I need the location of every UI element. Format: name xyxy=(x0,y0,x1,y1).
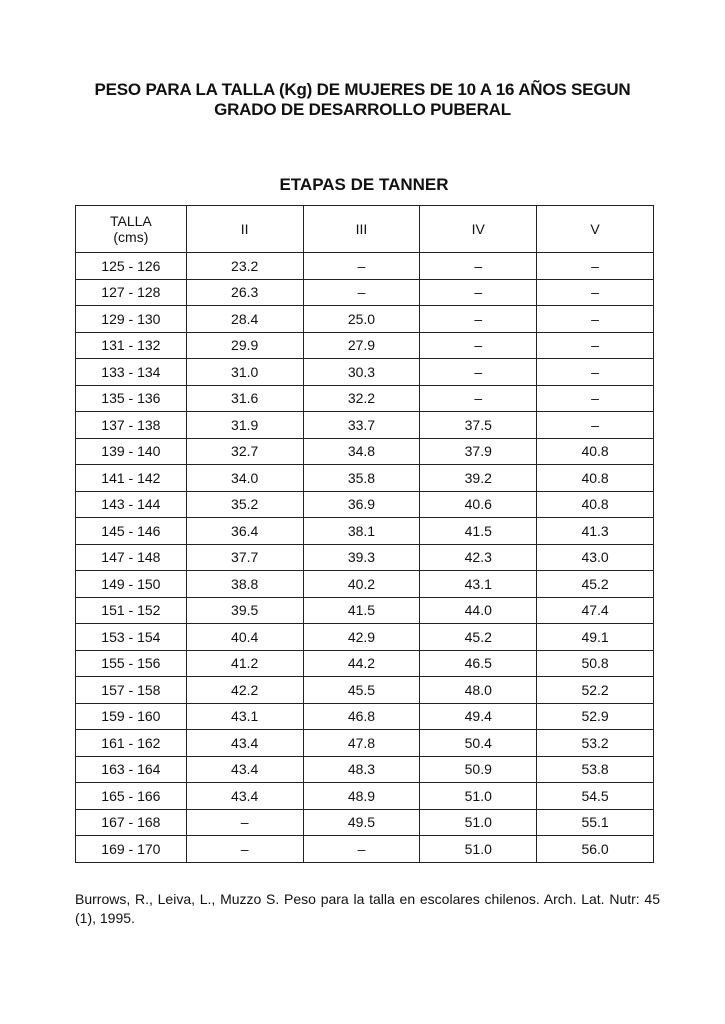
stage-ii-cell: 31.6 xyxy=(186,385,303,412)
stage-v-cell: 43.0 xyxy=(537,544,654,571)
stage-v-cell: 52.9 xyxy=(537,703,654,730)
height-range-cell: 163 - 164 xyxy=(76,756,187,783)
stage-iv-cell: 37.9 xyxy=(420,438,537,465)
stage-iv-cell: 40.6 xyxy=(420,491,537,518)
stage-iv-cell: 48.0 xyxy=(420,677,537,704)
table-row xyxy=(76,730,654,757)
table-row xyxy=(76,306,654,333)
stage-ii-cell: 43.1 xyxy=(186,703,303,730)
table-header-row xyxy=(76,206,654,253)
stage-iii-cell: 32.2 xyxy=(303,385,420,412)
stage-iii-cell: 48.9 xyxy=(303,783,420,810)
stage-iii-cell: 34.8 xyxy=(303,438,420,465)
stage-iv-cell: – xyxy=(420,306,537,333)
height-range-cell: 137 - 138 xyxy=(76,412,187,439)
stage-ii-cell: 43.4 xyxy=(186,730,303,757)
weight-for-height-table xyxy=(75,205,654,863)
stage-iv-cell: 44.0 xyxy=(420,597,537,624)
stage-iii-cell: 49.5 xyxy=(303,809,420,836)
stage-iv-cell: – xyxy=(420,332,537,359)
table-row xyxy=(76,544,654,571)
table-row xyxy=(76,597,654,624)
stage-iii-cell: 30.3 xyxy=(303,359,420,386)
table-row xyxy=(76,783,654,810)
stage-ii-cell: 37.7 xyxy=(186,544,303,571)
table-row xyxy=(76,836,654,863)
stage-iv-cell: 46.5 xyxy=(420,650,537,677)
stage-v-cell: 47.4 xyxy=(537,597,654,624)
stage-iii-cell: 27.9 xyxy=(303,332,420,359)
height-range-cell: 147 - 148 xyxy=(76,544,187,571)
stage-iv-cell: 51.0 xyxy=(420,783,537,810)
table-row xyxy=(76,571,654,598)
stage-iii-cell: 48.3 xyxy=(303,756,420,783)
table-row xyxy=(76,438,654,465)
stage-v-cell: 53.8 xyxy=(537,756,654,783)
stage-iv-cell: 50.4 xyxy=(420,730,537,757)
height-range-cell: 135 - 136 xyxy=(76,385,187,412)
table-row xyxy=(76,465,654,492)
height-range-cell: 125 - 126 xyxy=(76,253,187,280)
stage-iv-cell: – xyxy=(420,253,537,280)
stage-ii-cell: 36.4 xyxy=(186,518,303,545)
stage-iv-cell: 50.9 xyxy=(420,756,537,783)
stage-iv-cell: 51.0 xyxy=(420,836,537,863)
stage-iv-cell: 37.5 xyxy=(420,412,537,439)
stage-ii-cell: 29.9 xyxy=(186,332,303,359)
stage-v-cell: 56.0 xyxy=(537,836,654,863)
stage-v-cell: – xyxy=(537,306,654,333)
stage-v-cell: 54.5 xyxy=(537,783,654,810)
document-title xyxy=(40,80,685,120)
stage-v-cell: – xyxy=(537,332,654,359)
table-row xyxy=(76,359,654,386)
stage-iii-cell: 25.0 xyxy=(303,306,420,333)
stage-ii-cell: 39.5 xyxy=(186,597,303,624)
height-range-cell: 133 - 134 xyxy=(76,359,187,386)
stage-v-cell: 40.8 xyxy=(537,491,654,518)
stage-iv-cell: 43.1 xyxy=(420,571,537,598)
height-range-cell: 165 - 166 xyxy=(76,783,187,810)
table-row xyxy=(76,385,654,412)
table-row xyxy=(76,253,654,280)
stage-iii-cell: 40.2 xyxy=(303,571,420,598)
stage-iv-cell: – xyxy=(420,279,537,306)
stage-v-cell: 53.2 xyxy=(537,730,654,757)
source-citation: Burrows, R., Leiva, L., Muzzo S. Peso para la talla en escolares chilenos. Arch. Lat. Nutr: 45 (1), 1995. xyxy=(75,891,660,926)
stage-iii-cell: 44.2 xyxy=(303,650,420,677)
stage-iv-cell: 42.3 xyxy=(420,544,537,571)
stage-v-cell: 52.2 xyxy=(537,677,654,704)
header-talla-unit: (cms) xyxy=(113,229,149,245)
stage-v-cell: – xyxy=(537,385,654,412)
stage-v-cell: 45.2 xyxy=(537,571,654,598)
stage-iv-cell: – xyxy=(420,359,537,386)
title-line-2: GRADO DE DESARROLLO PUBERAL xyxy=(214,100,511,119)
stage-ii-cell: 26.3 xyxy=(186,279,303,306)
table-row xyxy=(76,756,654,783)
table-row xyxy=(76,279,654,306)
height-range-cell: 141 - 142 xyxy=(76,465,187,492)
stage-iii-cell: 35.8 xyxy=(303,465,420,492)
stage-v-cell: 41.3 xyxy=(537,518,654,545)
stage-ii-cell: 23.2 xyxy=(186,253,303,280)
stage-iii-cell: 46.8 xyxy=(303,703,420,730)
stage-v-cell: 50.8 xyxy=(537,650,654,677)
height-range-cell: 157 - 158 xyxy=(76,677,187,704)
header-stage-iii: III xyxy=(303,206,420,253)
stage-ii-cell: – xyxy=(186,836,303,863)
title-line-1: PESO PARA LA TALLA (Kg) DE MUJERES DE 10 A 16 AÑOS SEGUN xyxy=(94,80,631,99)
height-range-cell: 149 - 150 xyxy=(76,571,187,598)
stage-iii-cell: 39.3 xyxy=(303,544,420,571)
stage-ii-cell: 42.2 xyxy=(186,677,303,704)
stage-ii-cell: 32.7 xyxy=(186,438,303,465)
stage-v-cell: – xyxy=(537,412,654,439)
stage-v-cell: – xyxy=(537,279,654,306)
table-row xyxy=(76,412,654,439)
height-range-cell: 169 - 170 xyxy=(76,836,187,863)
table-row xyxy=(76,518,654,545)
height-range-cell: 131 - 132 xyxy=(76,332,187,359)
stage-iv-cell: 41.5 xyxy=(420,518,537,545)
stage-iii-cell: – xyxy=(303,253,420,280)
header-stage-ii: II xyxy=(186,206,303,253)
height-range-cell: 145 - 146 xyxy=(76,518,187,545)
stage-v-cell: 55.1 xyxy=(537,809,654,836)
stage-iii-cell: 41.5 xyxy=(303,597,420,624)
header-talla xyxy=(76,206,187,253)
stage-iv-cell: 49.4 xyxy=(420,703,537,730)
stage-ii-cell: 41.2 xyxy=(186,650,303,677)
stage-ii-cell: – xyxy=(186,809,303,836)
height-range-cell: 161 - 162 xyxy=(76,730,187,757)
height-range-cell: 155 - 156 xyxy=(76,650,187,677)
stage-iv-cell: – xyxy=(420,385,537,412)
stage-ii-cell: 35.2 xyxy=(186,491,303,518)
stage-iii-cell: 36.9 xyxy=(303,491,420,518)
stage-iii-cell: 38.1 xyxy=(303,518,420,545)
stage-v-cell: 40.8 xyxy=(537,465,654,492)
stage-ii-cell: 31.0 xyxy=(186,359,303,386)
stage-v-cell: 49.1 xyxy=(537,624,654,651)
header-stage-v: V xyxy=(537,206,654,253)
table-row xyxy=(76,677,654,704)
height-range-cell: 139 - 140 xyxy=(76,438,187,465)
height-range-cell: 159 - 160 xyxy=(76,703,187,730)
height-range-cell: 127 - 128 xyxy=(76,279,187,306)
stage-iii-cell: – xyxy=(303,279,420,306)
stage-iv-cell: 51.0 xyxy=(420,809,537,836)
stage-ii-cell: 38.8 xyxy=(186,571,303,598)
height-range-cell: 167 - 168 xyxy=(76,809,187,836)
stage-ii-cell: 31.9 xyxy=(186,412,303,439)
table-row xyxy=(76,809,654,836)
stage-v-cell: – xyxy=(537,359,654,386)
table-subtitle: ETAPAS DE TANNER xyxy=(279,175,449,194)
height-range-cell: 129 - 130 xyxy=(76,306,187,333)
table-body xyxy=(76,253,654,863)
stage-iv-cell: 45.2 xyxy=(420,624,537,651)
stage-iv-cell: 39.2 xyxy=(420,465,537,492)
table-row xyxy=(76,703,654,730)
stage-iii-cell: – xyxy=(303,836,420,863)
stage-ii-cell: 34.0 xyxy=(186,465,303,492)
table-row xyxy=(76,491,654,518)
stage-iii-cell: 45.5 xyxy=(303,677,420,704)
height-range-cell: 143 - 144 xyxy=(76,491,187,518)
stage-ii-cell: 28.4 xyxy=(186,306,303,333)
stage-v-cell: – xyxy=(537,253,654,280)
table-row xyxy=(76,624,654,651)
header-stage-iv: IV xyxy=(420,206,537,253)
table-row xyxy=(76,332,654,359)
height-range-cell: 151 - 152 xyxy=(76,597,187,624)
stage-ii-cell: 40.4 xyxy=(186,624,303,651)
stage-iii-cell: 42.9 xyxy=(303,624,420,651)
stage-iii-cell: 33.7 xyxy=(303,412,420,439)
height-range-cell: 153 - 154 xyxy=(76,624,187,651)
stage-ii-cell: 43.4 xyxy=(186,783,303,810)
stage-v-cell: 40.8 xyxy=(537,438,654,465)
header-talla-label: TALLA xyxy=(110,213,152,229)
table-row xyxy=(76,650,654,677)
stage-iii-cell: 47.8 xyxy=(303,730,420,757)
stage-ii-cell: 43.4 xyxy=(186,756,303,783)
